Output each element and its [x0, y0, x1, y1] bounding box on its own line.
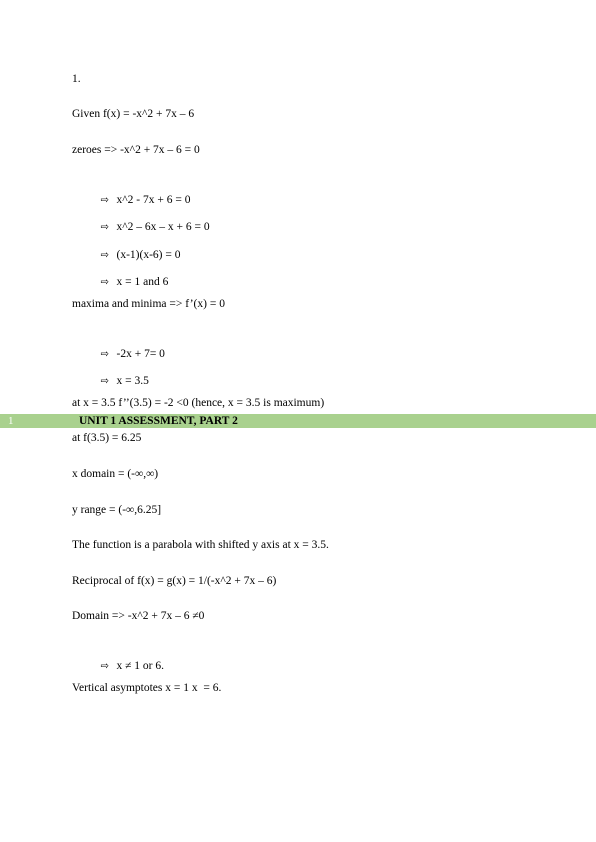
- zeroes-step: ⇨ (x-1)(x-6) = 0: [100, 249, 181, 261]
- reciprocal-line: Reciprocal of f(x) = g(x) = 1/(-x^2 + 7x – 6): [72, 575, 277, 587]
- maxmin-step: ⇨ -2x + 7= 0: [100, 348, 165, 360]
- asymptotes-line: Vertical asymptotes x = 1 x = 6.: [72, 682, 222, 694]
- max-value-line: at f(3.5) = 6.25: [72, 432, 142, 444]
- right-arrow-outline-icon: ⇨: [100, 195, 109, 206]
- zeroes-step: ⇨ x^2 - 7x + 6 = 0: [100, 194, 191, 206]
- domain-line: Domain => -x^2 + 7x – 6 ≠0: [72, 610, 205, 622]
- zeroes-step: ⇨ x^2 – 6x – x + 6 = 0: [100, 221, 210, 233]
- zeroes-line: zeroes => -x^2 + 7x – 6 = 0: [72, 144, 200, 156]
- right-arrow-outline-icon: ⇨: [100, 376, 109, 387]
- page-number: 1: [8, 415, 14, 427]
- domain-step: ⇨ x ≠ 1 or 6.: [100, 660, 165, 672]
- parabola-note: The function is a parabola with shifted y axis at x = 3.5.: [72, 539, 329, 551]
- maxmin-line: maxima and minima => f’(x) = 0: [72, 298, 225, 310]
- page-header-bar: [0, 414, 596, 428]
- right-arrow-outline-icon: ⇨: [100, 661, 109, 672]
- right-arrow-outline-icon: ⇨: [100, 349, 109, 360]
- question-number: 1.: [72, 73, 81, 85]
- given-function: Given f(x) = -x^2 + 7x – 6: [72, 108, 195, 120]
- page-header-title: UNIT 1 ASSESSMENT, PART 2: [79, 415, 238, 427]
- zeroes-step: ⇨ x = 1 and 6: [100, 276, 169, 288]
- maxmin-step: ⇨ x = 3.5: [100, 375, 149, 387]
- right-arrow-outline-icon: ⇨: [100, 222, 109, 233]
- y-range-line: y range = (-∞,6.25]: [72, 504, 162, 516]
- x-domain-line: x domain = (-∞,∞): [72, 468, 159, 480]
- right-arrow-outline-icon: ⇨: [100, 250, 109, 261]
- second-derivative-line: at x = 3.5 f’’(3.5) = -2 <0 (hence, x = 3.5 is maximum): [72, 397, 325, 409]
- right-arrow-outline-icon: ⇨: [100, 277, 109, 288]
